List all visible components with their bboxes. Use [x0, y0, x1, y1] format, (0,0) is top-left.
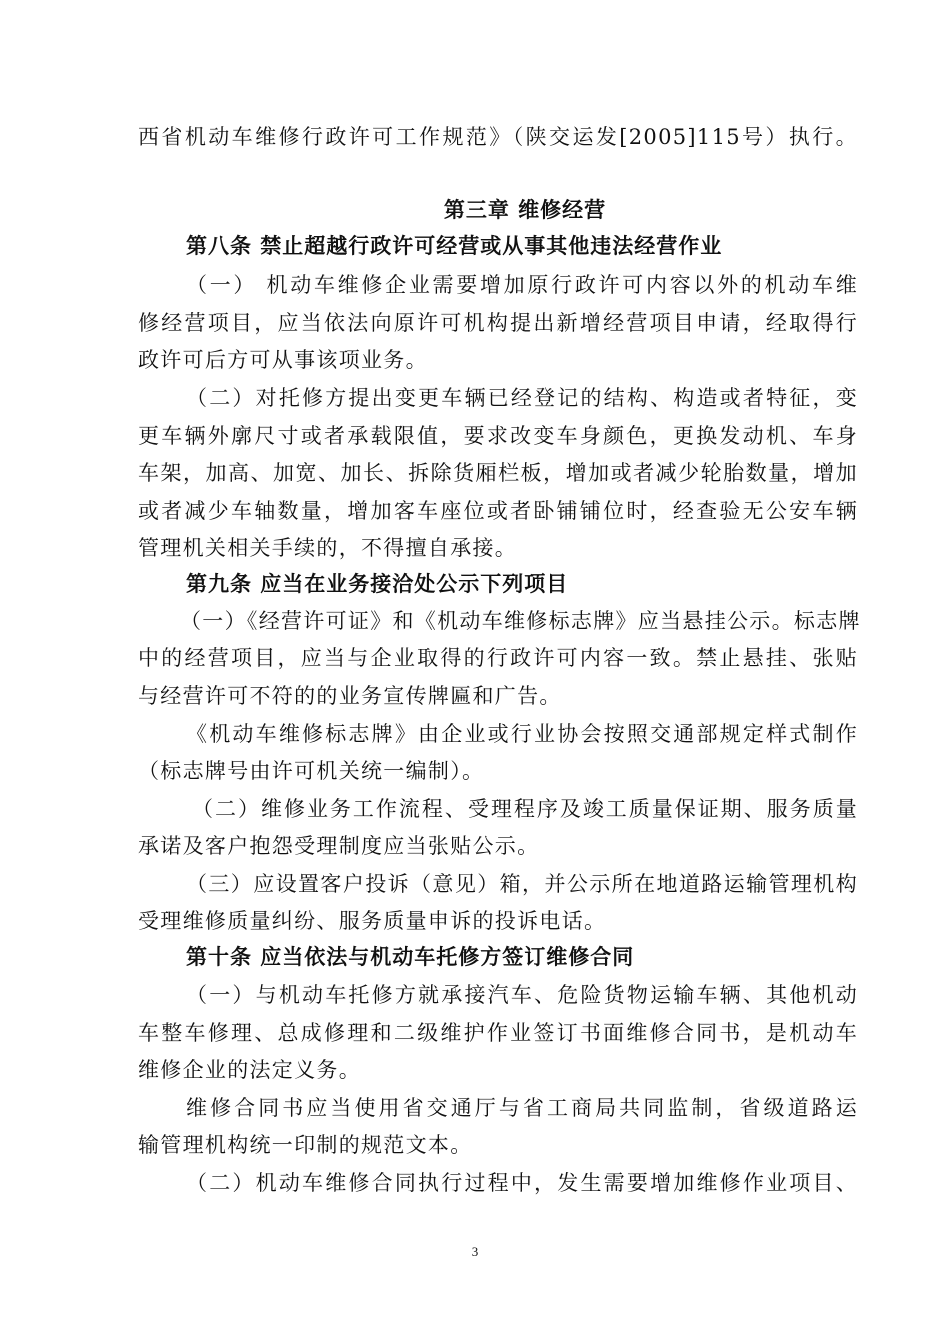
paragraph-line: 车架，加高、加宽、加长、拆除货厢栏板，增加或者减少轮胎数量，增加	[138, 461, 858, 485]
paragraph-line: 承诺及客户抱怨受理制度应当张贴公示。	[138, 834, 540, 858]
paragraph-line: 更车辆外廓尺寸或者承载限值，要求改变车身颜色，更换发动机、车身	[138, 424, 858, 448]
paragraph-line: 输管理机构统一印制的规范文本。	[138, 1133, 473, 1157]
paragraph-line: 管理机关相关手续的，不得擅自承接。	[138, 536, 518, 560]
chapter-heading: 第三章 维修经营	[443, 198, 607, 222]
paragraph-line: 西省机动车维修行政许可工作规范》（陕交运发[2005]115号）执行。	[138, 125, 858, 149]
paragraph-line: 车整车修理、总成修理和二级维护作业签订书面维修合同书，是机动车	[138, 1021, 858, 1045]
paragraph-line: （一）与机动车托修方就承接汽车、危险货物运输车辆、其他机动	[186, 983, 858, 1007]
paragraph-line: （二）机动车维修合同执行过程中，发生需要增加维修作业项目、	[186, 1171, 858, 1195]
paragraph-line: （二）维修业务工作流程、受理程序及竣工质量保证期、服务质量	[192, 797, 858, 821]
paragraph-line: 维修企业的法定义务。	[138, 1058, 361, 1082]
paragraph-line: 或者减少车轴数量，增加客车座位或者卧铺铺位时，经查验无公安车辆	[138, 499, 858, 523]
paragraph-line: 与经营许可不符的的业务宣传牌匾和广告。	[138, 684, 562, 708]
paragraph-line: 中的经营项目，应当与企业取得的行政许可内容一致。禁止悬挂、张贴	[138, 646, 858, 670]
paragraph-line: 政许可后方可从事该项业务。	[138, 348, 428, 372]
page-number: 3	[471, 1244, 479, 1259]
paragraph-line: （标志牌号由许可机关统一编制）。	[138, 759, 485, 783]
article-heading: 第八条 禁止超越行政许可经营或从事其他违法经营作业	[186, 234, 723, 258]
paragraph-line: （二）对托修方提出变更车辆已经登记的结构、构造或者特征，变	[186, 386, 858, 410]
paragraph-line: （一）《经营许可证》和《机动车维修标志牌》应当悬挂公示。标志牌	[180, 609, 861, 633]
paragraph-line: 修经营项目，应当依法向原许可机构提出新增经营项目申请，经取得行	[138, 311, 858, 335]
article-heading: 第九条 应当在业务接洽处公示下列项目	[186, 572, 569, 596]
paragraph-line: （三）应设置客户投诉（意见）箱，并公示所在地道路运输管理机构	[186, 872, 858, 896]
paragraph-line: （一） 机动车维修企业需要增加原行政许可内容以外的机动车维	[186, 273, 858, 297]
article-heading: 第十条 应当依法与机动车托修方签订维修合同	[186, 945, 635, 969]
paragraph-line: 《机动车维修标志牌》由企业或行业协会按照交通部规定样式制作	[186, 722, 858, 746]
paragraph-line: 维修合同书应当使用省交通厅与省工商局共同监制，省级道路运	[186, 1096, 858, 1120]
paragraph-line: 受理维修质量纠纷、服务质量申诉的投诉电话。	[138, 909, 607, 933]
